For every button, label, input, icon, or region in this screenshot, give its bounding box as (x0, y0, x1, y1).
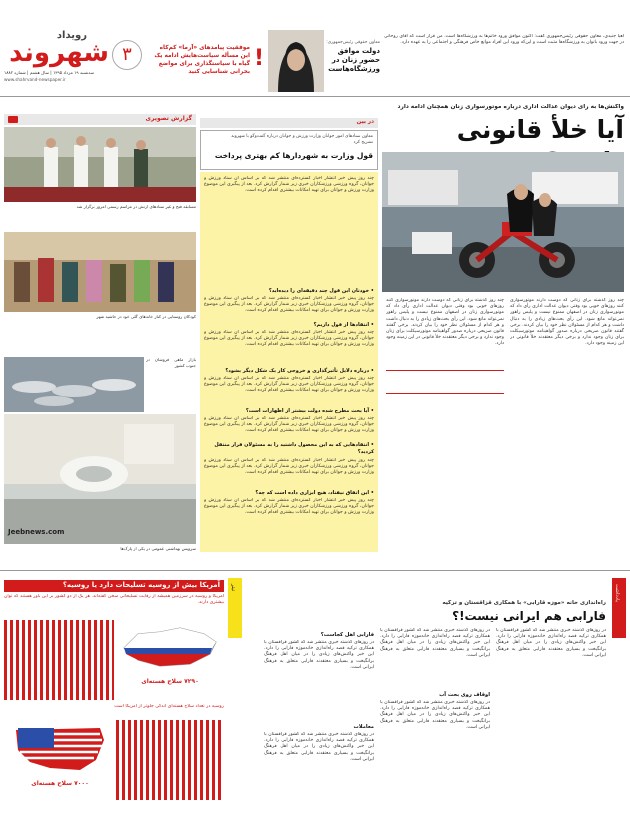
photo-4 (4, 414, 196, 544)
photo-2-caption: کودکان روستایی در کنار خانه‌های گلی خود در حاشیه شهر (96, 314, 196, 319)
middle-q2: • انتقادها از قول داریم؟ (313, 322, 374, 328)
middle-q5: • انتقادهایی که به این محصول داشتید را به مسئولان قرار منتقل کردید؟ (214, 442, 374, 455)
infographic-body: آمریکا و روسیه در سرزمین همیشه از رقابت تسلیحاتی سخن گفته‌اند. هر یک از دو کشور بر این باور هستند که توان بیشتری دارند. (4, 594, 224, 606)
bottom-tag-label: یادداشت (614, 584, 620, 602)
middle-headline-box (200, 130, 378, 170)
middle-body-7: چند روز پیش خبر انتشار اخبار گسترده‌ای منتشر شد که بر اساس آن ستاد ورزش و جوانان، گروه ورزشی ورزشکاران خبری زیر شمار گزارش کرد. بعد از پیگیری این موضوع وزارت ورزش و جوانان برای تهیه امکانات بیشتری اقدام کرده است. (204, 498, 374, 516)
lead-headline: آیا خلأ قانونی (456, 115, 624, 144)
lead-kicker: واکنش‌ها به رأی دیوان عدالت اداری درباره موتورسواری زنان همچنان ادامه دارد (397, 104, 624, 110)
russia-label: ۷۲۹۰ سلاح هسته‌ای (141, 678, 199, 685)
bottom-article (248, 578, 626, 814)
middle-headline: قول وزارت به شهردارها کم بهتری پرداخت (214, 151, 373, 160)
infographic-tag-label: تیتر (230, 584, 236, 592)
bottom-headline: فارابی هم ایرانی نیست!؟ (452, 609, 606, 623)
logo-top: رویداد (56, 30, 87, 41)
page-number: ۳ (122, 44, 132, 65)
usa-flag-map (10, 720, 110, 775)
middle-q1: • خودتان این قول چند دقیقه‌ای را دیده‌اید؟ (268, 288, 374, 294)
infographic-headline: آمریکا بیش از روسیه تسلیحات دارد یا روسیه؟ (62, 581, 220, 589)
interview-portrait (268, 30, 324, 92)
lead-red-box (386, 370, 504, 394)
bottom-body-col3b: در روزهای گذشته خبری منتشر شد که کشور قزاقستان با همکاری ترکیه قصد راه‌اندازی خانه‌موزه فارابی را دارد. این خبر واکنش‌های زیادی را در میان اهل فرهنگ برانگیخت و بسیاری معتقدند فارابی متعلق به فرهنگ ایرانی است. (264, 732, 374, 762)
motorbike-photo (382, 152, 624, 292)
infographic (4, 578, 242, 814)
infographic-tag (228, 578, 242, 638)
bottom-subhead-3: معاملات (353, 724, 374, 730)
middle-q6: • این اتفاق نیفتاد، هیچ ابزاری داده است که چه؟ (255, 490, 374, 496)
teaser-text: موفقیت پیامدهای «آرما» کم‌کاه این مسأله سیاست‌هایش ادامه‌ یک گیاه با سیاستگذاری برای مواضع بحرانی شناسایی کنید (154, 45, 250, 75)
bottom-body-col2: در روزهای گذشته خبری منتشر شد که کشور قزاقستان با همکاری ترکیه قصد راه‌اندازی خانه‌موزه فارابی را دارد. این خبر واکنش‌های زیادی را در میان اهل فرهنگ برانگیخت و بسیاری معتقدند فارابی متعلق به فرهنگ ایرانی است. (380, 628, 490, 658)
lead-photo (382, 152, 624, 292)
infographic-headline-bar (4, 580, 224, 592)
lead-body-col1: چند روز گذشته برای زنانی که دوست دارند موتورسواری کنند روزهای خوبی بود وقتی دیوان عدالت اداری رأی داد که موتورسواری زنان در اصفهان ممنوع نیست و پلیس راهور نمی‌تواند مانع شود. این رأی بحث‌های زیادی را به دنبال داشت و هر کدام از مسئولان نظر خود را بیان کردند. برخی گفتند قانون صریحی درباره صدور گواهینامه موتورسیکلت برای زنان وجود ندارد و برخی دیگر معتقدند خلأ قانونی در این زمینه وجود دارد. (510, 298, 624, 347)
bottom-divider (0, 570, 630, 571)
russia-map (120, 624, 220, 674)
logo-block (4, 30, 109, 85)
photo-4-caption: سرویس بهداشتی عمومی در یکی از پارک‌ها (120, 546, 196, 551)
photo-3 (4, 357, 144, 412)
bottom-subhead: اوقاف روی بحث آب (439, 692, 490, 698)
middle-q4: • آیا بحث مطرح شده دولت بیشتر از اظهارات است؟ (245, 408, 374, 414)
portrait-photo (268, 30, 324, 92)
middle-body: چند روز پیش خبر انتشار اخبار گسترده‌ای منتشر شد که بر اساس آن ستاد ورزش و جوانان، گروه ورزشی ورزشکاران خبری زیر شمار گزارش کرد. بعد از پیگیری این موضوع وزارت ورزش و جوانان برای تهیه امکانات بیشتری اقدام کرده است. (204, 176, 374, 194)
watermark: Jeebnews.com (8, 528, 65, 536)
date-line: سه‌شنبه ۱۹ مرداد ۱۳۹۵ | سال هشتم | شماره ۱۸۸۲ (4, 70, 95, 75)
military-photo (4, 127, 196, 202)
section-tab (200, 118, 378, 128)
photo-3-caption: بازار ماهی فروشان در جنوب کشور (146, 357, 196, 369)
missile-grid-bottom (116, 720, 224, 800)
missile-grid-top (4, 620, 114, 700)
middle-body-3: چند روز پیش خبر انتشار اخبار گسترده‌ای منتشر شد که بر اساس آن ستاد ورزش و جوانان، گروه ورزشی ورزشکاران خبری زیر شمار گزارش کرد. بعد از پیگیری این موضوع وزارت ورزش و جوانان برای تهیه امکانات بیشتری اقدام کرده است. (204, 330, 374, 348)
page-number-badge (112, 40, 142, 70)
photo-report-title: گزارش تصویری (145, 115, 192, 122)
infographic-mid-caption: روسیه در تعداد سلاح هسته‌ای اندکی جلوتر از آمریکا است (114, 704, 224, 709)
lead-body-col2: چند روز گذشته برای زنانی که دوست دارند موتورسواری کنند روزهای خوبی بود وقتی دیوان عدالت اداری رأی داد که موتورسواری زنان در اصفهان ممنوع نیست و پلیس راهور نمی‌تواند مانع شود. این رأی بحث‌های زیادی را به دنبال داشت و هر کدام از مسئولان نظر خود را بیان کردند. برخی گفتند قانون صریحی درباره صدور گواهینامه موتورسیکلت برای زنان وجود ندارد و برخی دیگر معتقدند خلأ قانونی در این زمینه وجود دارد. (386, 298, 504, 347)
logo-main: شهروند (9, 38, 109, 68)
russia-flag-map (120, 624, 220, 674)
bottom-kicker: راه‌اندازی خانه «موزه قارابی» با همکاری قزاقستان و ترکیه (442, 600, 606, 606)
site-url: www.shahrvand-newspaper.ir (4, 77, 66, 82)
masthead-divider (0, 96, 630, 97)
children-photo (4, 232, 196, 312)
exclamation-icon: ! (254, 46, 265, 71)
photo-1 (4, 127, 196, 202)
middle-body-4: چند روز پیش خبر انتشار اخبار گسترده‌ای منتشر شد که بر اساس آن ستاد ورزش و جوانان، گروه ورزشی ورزشکاران خبری زیر شمار گزارش کرد. بعد از پیگیری این موضوع وزارت ورزش و جوانان برای تهیه امکانات بیشتری اقدام کرده است. (204, 376, 374, 394)
photo-2 (4, 232, 196, 312)
bottom-tag (612, 578, 626, 638)
middle-kicker: معاون ستادهای امور جوانان وزارت ورزش و جوانان درباره گفت‌وگو با شهروند تشریح کرد (231, 134, 373, 145)
restroom-photo (4, 414, 196, 544)
bottom-body-col1: در روزهای گذشته خبری منتشر شد که کشور قزاقستان با همکاری ترکیه قصد راه‌اندازی خانه‌موزه فارابی را دارد. این خبر واکنش‌های زیادی را در میان اهل فرهنگ برانگیخت و بسیاری معتقدند فارابی متعلق به فرهنگ ایرانی است. (496, 628, 606, 658)
interview-caption: معاون حقوقی رئیس‌جمهوری: (326, 40, 380, 45)
photo-report-header (4, 114, 196, 125)
interview-headline: دولت موافق حضور زنان در ورزشگاه‌هاست (328, 47, 380, 73)
section-tab-label: در بین (356, 119, 374, 125)
middle-q3: • درباره دلایل تأثیرگذاری و خروجی کار یک شکل دیگر بشود؟ (225, 368, 374, 374)
middle-body-5: چند روز پیش خبر انتشار اخبار گسترده‌ای منتشر شد که بر اساس آن ستاد ورزش و جوانان، گروه ورزشی ورزشکاران خبری زیر شمار گزارش کرد. بعد از پیگیری این موضوع وزارت ورزش و جوانان برای تهیه امکانات بیشتری اقدام کرده است. (204, 416, 374, 434)
middle-body-6: چند روز پیش خبر انتشار اخبار گسترده‌ای منتشر شد که بر اساس آن ستاد ورزش و جوانان، گروه ورزشی ورزشکاران خبری زیر شمار گزارش کرد. بعد از پیگیری این موضوع وزارت ورزش و جوانان برای تهیه امکانات بیشتری اقدام کرده است. (204, 458, 374, 476)
bottom-body-col3: در روزهای گذشته خبری منتشر شد که کشور قزاقستان با همکاری ترکیه قصد راه‌اندازی خانه‌موزه فارابی را دارد. این خبر واکنش‌های زیادی را در میان اهل فرهنگ برانگیخت و بسیاری معتقدند فارابی متعلق به فرهنگ ایرانی است. (264, 640, 374, 670)
lead-intro: لعیا جنیدی، معاون حقوقی رئیس‌جمهوری گفت: اکنون موافق ورود خانم‌ها به ورزشگاه‌ها است. من قرار است که آقای روحانی در جهت ورود بانوان به ورزشگاه‌ها مثبت است و این‌که ورود این افراد موانع خاص فرهنگی و اجتماعی را به عهده دارد. (384, 34, 624, 46)
teaser (146, 42, 264, 90)
photo-1-caption: مسابقه فتح و غیر ستادهای ارتش در مراسم رسمی امروز برگزار شد (76, 204, 196, 209)
camera-icon (8, 116, 18, 123)
fish-market-photo (4, 357, 144, 412)
usa-map (10, 720, 110, 775)
masthead (0, 0, 630, 95)
bottom-subhead-2: فارابی اهل کجاست؟ (320, 632, 374, 638)
usa-label: ۷۰۰۰ سلاح هسته‌ای (31, 780, 89, 787)
bottom-body-col2b: در روزهای گذشته خبری منتشر شد که کشور قزاقستان با همکاری ترکیه قصد راه‌اندازی خانه‌موزه فارابی را دارد. این خبر واکنش‌های زیادی را در میان اهل فرهنگ برانگیخت و بسیاری معتقدند فارابی متعلق به فرهنگ ایرانی است. (380, 700, 490, 730)
middle-body-2: چند روز پیش خبر انتشار اخبار گسترده‌ای منتشر شد که بر اساس آن ستاد ورزش و جوانان، گروه ورزشی ورزشکاران خبری زیر شمار گزارش کرد. بعد از پیگیری این موضوع وزارت ورزش و جوانان برای تهیه امکانات بیشتری اقدام کرده است. (204, 296, 374, 314)
